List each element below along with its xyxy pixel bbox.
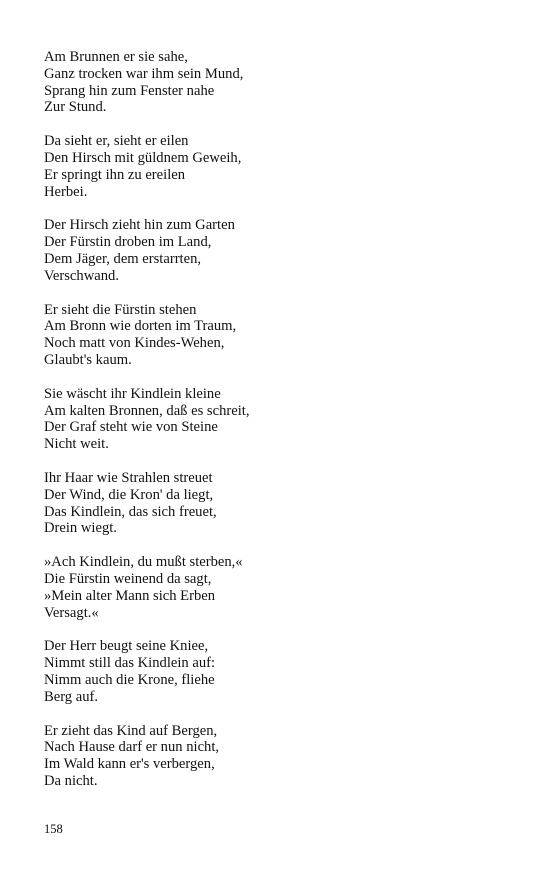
- verse-line: Der Hirsch zieht hin zum Garten: [44, 217, 235, 234]
- verse-line: Nach Hause darf er nun nicht,: [44, 739, 220, 756]
- verse-line: Er springt ihn zu ereilen: [44, 166, 186, 183]
- verse-line: Drein wiegt.: [44, 520, 117, 537]
- verse-line: Dem Jäger, dem erstarrten,: [44, 250, 202, 267]
- verse-line: Versagt.«: [44, 604, 99, 621]
- verse-line: Er sieht die Fürstin stehen: [44, 301, 197, 318]
- stanza: [44, 470, 524, 537]
- verse-line: Noch matt von Kindes-Wehen,: [44, 335, 225, 352]
- verse-line: Da nicht.: [44, 772, 98, 789]
- poem-body: [44, 49, 524, 807]
- verse-line: Der Graf steht wie von Steine: [44, 419, 218, 436]
- stanza: [44, 49, 524, 116]
- verse-line: Am kalten Bronnen, daß es schreit,: [44, 402, 250, 419]
- verse-line: Die Fürstin weinend da sagt,: [44, 570, 212, 587]
- verse-line: Nicht weit.: [44, 436, 109, 453]
- verse-line: Er zieht das Kind auf Bergen,: [44, 722, 218, 739]
- verse-line: Nimm auch die Krone, fliehe: [44, 671, 215, 688]
- verse-line: Der Wind, die Kron' da liegt,: [44, 486, 214, 503]
- verse-line: Ihr Haar wie Strahlen streuet: [44, 469, 213, 486]
- stanza: [44, 217, 524, 284]
- verse-line: Den Hirsch mit güldnem Geweih,: [44, 149, 242, 166]
- verse-line: Da sieht er, sieht er eilen: [44, 133, 189, 150]
- verse-line: »Ach Kindlein, du mußt sterben,«: [44, 554, 243, 571]
- verse-line: Nimmt still das Kindlein auf:: [44, 655, 216, 672]
- verse-line: Im Wald kann er's verbergen,: [44, 756, 215, 773]
- verse-line: Der Herr beugt seine Kniee,: [44, 638, 209, 655]
- verse-line: Sprang hin zum Fenster nahe: [44, 82, 215, 99]
- stanza: [44, 554, 524, 621]
- verse-line: Am Brunnen er sie sahe,: [44, 49, 188, 65]
- verse-line: Verschwand.: [44, 267, 119, 284]
- verse-line: Zur Stund.: [44, 99, 107, 116]
- verse-line: Herbei.: [44, 183, 88, 200]
- stanza: [44, 302, 524, 369]
- verse-line: Sie wäscht ihr Kindlein kleine: [44, 385, 221, 402]
- verse-line: Ganz trocken war ihm sein Mund,: [44, 65, 244, 82]
- verse-line: Am Bronn wie dorten im Traum,: [44, 318, 237, 335]
- stanza: [44, 386, 524, 453]
- page-number: 158: [44, 822, 63, 836]
- verse-line: Berg auf.: [44, 688, 99, 705]
- verse-line: Das Kindlein, das sich freuet,: [44, 503, 217, 520]
- stanza: [44, 638, 524, 705]
- verse-line: »Mein alter Mann sich Erben: [44, 587, 216, 604]
- stanza: [44, 723, 524, 790]
- verse-line: Der Fürstin droben im Land,: [44, 234, 212, 251]
- verse-line: Glaubt's kaum.: [44, 351, 132, 368]
- stanza: [44, 133, 524, 200]
